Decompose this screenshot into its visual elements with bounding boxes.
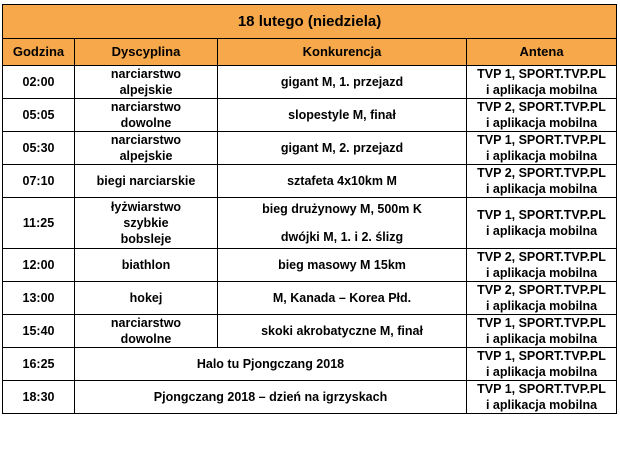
discipline-cell	[75, 132, 218, 165]
channel-line: TVP 2, SPORT.TVP.PL	[477, 166, 606, 180]
event-cell	[218, 198, 467, 249]
channel-line: i aplikacja mobilna	[485, 83, 598, 97]
time-cell: 05:05	[3, 99, 75, 132]
discipline-line: alpejskie	[119, 149, 173, 163]
discipline-line: alpejskie	[119, 83, 173, 97]
header-event: Konkurencja	[218, 39, 467, 66]
table-row	[3, 315, 617, 348]
event-line: gigant M, 2. przejazd	[280, 141, 404, 155]
time-cell: 05:30	[3, 132, 75, 165]
channel-line: i aplikacja mobilna	[485, 332, 598, 346]
event-cell	[218, 165, 467, 198]
channel-cell	[467, 348, 617, 381]
title-row	[3, 5, 617, 39]
program-cell: Halo tu Pjongczang 2018	[75, 348, 467, 381]
table-row	[3, 99, 617, 132]
table-row	[3, 381, 617, 414]
discipline-line: biathlon	[121, 258, 171, 272]
discipline-line: narciarstwo	[110, 133, 182, 147]
discipline-line: narciarstwo	[110, 100, 182, 114]
event-cell	[218, 99, 467, 132]
header-row	[3, 39, 617, 66]
table-row	[3, 348, 617, 381]
channel-line: i aplikacja mobilna	[485, 224, 598, 238]
channel-line: i aplikacja mobilna	[485, 149, 598, 163]
channel-line: TVP 1, SPORT.TVP.PL	[477, 382, 606, 396]
discipline-cell	[75, 165, 218, 198]
discipline-cell	[75, 198, 218, 249]
table-row	[3, 66, 617, 99]
discipline-cell	[75, 66, 218, 99]
time-cell: 18:30	[3, 381, 75, 414]
program-cell: Pjongczang 2018 – dzień na igrzyskach	[75, 381, 467, 414]
event-line: gigant M, 1. przejazd	[280, 75, 404, 89]
line-gap	[220, 217, 464, 229]
discipline-cell	[75, 282, 218, 315]
discipline-line: szybkie	[123, 216, 169, 230]
time-cell: 12:00	[3, 249, 75, 282]
channel-line: TVP 2, SPORT.TVP.PL	[477, 100, 606, 114]
channel-cell	[467, 198, 617, 249]
discipline-line: narciarstwo	[110, 67, 182, 81]
channel-line: i aplikacja mobilna	[485, 266, 598, 280]
channel-line: TVP 1, SPORT.TVP.PL	[477, 349, 606, 363]
time-cell: 13:00	[3, 282, 75, 315]
event-line: dwójki M, 1. i 2. ślizg	[280, 230, 404, 244]
channel-cell	[467, 132, 617, 165]
discipline-cell	[75, 249, 218, 282]
channel-line: TVP 2, SPORT.TVP.PL	[477, 283, 606, 297]
time-cell: 02:00	[3, 66, 75, 99]
channel-cell	[467, 66, 617, 99]
channel-line: i aplikacja mobilna	[485, 398, 598, 412]
time-cell: 15:40	[3, 315, 75, 348]
event-cell	[218, 282, 467, 315]
channel-cell	[467, 282, 617, 315]
channel-line: i aplikacja mobilna	[485, 299, 598, 313]
time-cell: 16:25	[3, 348, 75, 381]
schedule-body	[3, 66, 617, 414]
discipline-line: bobsleje	[120, 232, 172, 246]
table-row	[3, 198, 617, 249]
table-row	[3, 132, 617, 165]
table-row	[3, 165, 617, 198]
event-cell	[218, 132, 467, 165]
event-line: bieg masowy M 15km	[278, 258, 406, 272]
channel-line: TVP 2, SPORT.TVP.PL	[477, 250, 606, 264]
table-row	[3, 282, 617, 315]
event-line: slopestyle M, finał	[288, 108, 396, 122]
event-line: M, Kanada – Korea Płd.	[272, 291, 412, 305]
channel-cell	[467, 99, 617, 132]
discipline-line: dowolne	[120, 332, 172, 346]
event-line: sztafeta 4x10km M	[287, 174, 397, 188]
channel-line: i aplikacja mobilna	[485, 365, 598, 379]
header-channel: Antena	[467, 39, 617, 66]
header-time: Godzina	[3, 39, 75, 66]
discipline-cell	[75, 315, 218, 348]
event-line: bieg drużynowy M, 500m K	[262, 202, 422, 216]
event-line: skoki akrobatyczne M, finał	[261, 324, 423, 338]
discipline-line: narciarstwo	[110, 316, 182, 330]
schedule-table	[2, 4, 617, 414]
channel-cell	[467, 381, 617, 414]
time-cell: 07:10	[3, 165, 75, 198]
channel-line: TVP 1, SPORT.TVP.PL	[477, 316, 606, 330]
event-cell	[218, 66, 467, 99]
channel-line: i aplikacja mobilna	[485, 116, 598, 130]
table-row	[3, 249, 617, 282]
channel-cell	[467, 315, 617, 348]
channel-line: i aplikacja mobilna	[485, 182, 598, 196]
discipline-cell	[75, 99, 218, 132]
time-cell: 11:25	[3, 198, 75, 249]
channel-line: TVP 1, SPORT.TVP.PL	[477, 208, 606, 222]
discipline-line: dowolne	[120, 116, 172, 130]
channel-cell	[467, 249, 617, 282]
header-discipline: Dyscyplina	[75, 39, 218, 66]
channel-line: TVP 1, SPORT.TVP.PL	[477, 133, 606, 147]
event-cell	[218, 249, 467, 282]
channel-line: TVP 1, SPORT.TVP.PL	[477, 67, 606, 81]
discipline-line: łyżwiarstwo	[110, 200, 182, 214]
event-cell	[218, 315, 467, 348]
channel-cell	[467, 165, 617, 198]
discipline-line: hokej	[129, 291, 163, 305]
schedule-container	[2, 4, 616, 414]
discipline-line: biegi narciarskie	[96, 174, 196, 188]
table-title: 18 lutego (niedziela)	[3, 5, 617, 39]
